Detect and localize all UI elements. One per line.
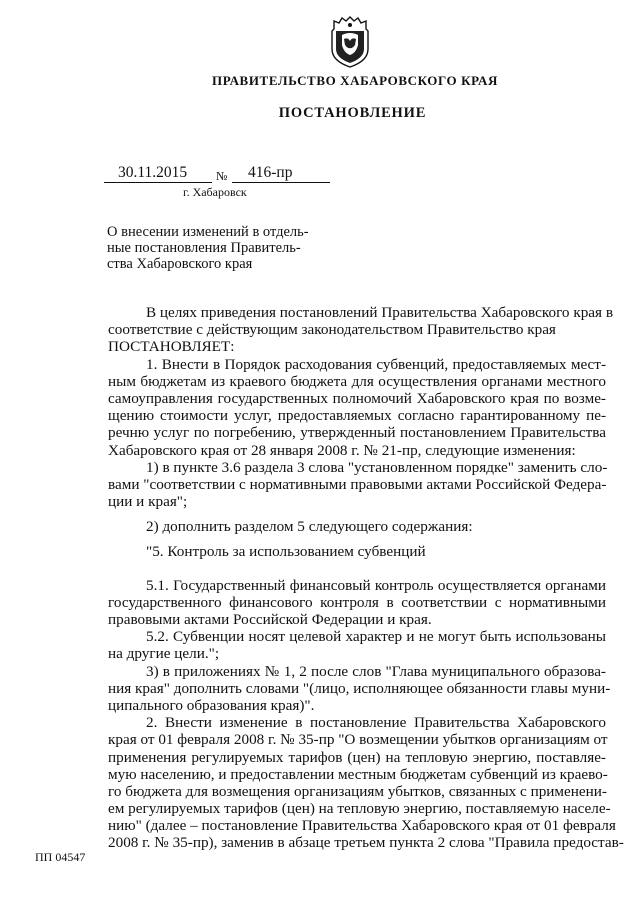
document-body [108, 304, 624, 852]
khabarovsk-coat-of-arms-icon [328, 15, 372, 69]
body-line: Хабаровского края от 28 января 2008 г. № 21-пр, следующие изменения: [108, 441, 576, 459]
body-line: 5.1. Государственный финансовый контроль осуществляется органами [146, 576, 606, 594]
paragraph-gap [108, 510, 606, 518]
body-line: 1) в пункте 3.6 раздела 3 слова "установленном порядке" заменить сло- [146, 458, 608, 476]
document-subject [107, 224, 325, 272]
body-line: "5. Контроль за использованием субвенций [146, 543, 426, 561]
body-line: ным бюджетам из краевого бюджета для осуществления органами местного [108, 372, 606, 390]
body-line: В целях приведения постановлений Правительства Хабаровского края в [146, 304, 613, 321]
number-underline [232, 182, 330, 183]
body-line: мую населению, и предоставлении местным бюджетам субвенций из краево- [108, 765, 608, 783]
body-line: 2008 г. № 35-пр), заменив в абзаце третьем пункта 2 слова "Правила предостав- [108, 834, 624, 852]
body-line: щению стоимости услуг, предоставляемых согласно гарантированному пе- [108, 407, 606, 425]
body-line: края от 01 февраля 2008 г. № 35-пр "О возмещении убытков организациям от [108, 731, 608, 749]
body-line: ем регулируемых тарифов (цен) на тепловую энергию, поставляемую населе- [108, 800, 611, 818]
body-line: соответствие с действующим законодательством Правительство края [108, 321, 556, 339]
body-line: ния края" дополнить словами "(лицо, исполняющее обязанности главы муни- [108, 679, 611, 697]
document-date: 30.11.2015 [118, 164, 188, 181]
document-city: г. Хабаровск [183, 185, 247, 199]
document-number: 416-пр [248, 164, 293, 181]
paragraph-gap [108, 535, 606, 543]
paragraph-gap [108, 561, 606, 569]
body-line: нию" (далее – постановление Правительства Хабаровского края от 01 февраля [108, 817, 616, 835]
body-line: на другие цели."; [108, 645, 220, 663]
body-line: ПОСТАНОВЛЯЕТ: [108, 338, 235, 356]
body-line: речню услуг по погребению, утвержденный постановлением Правительства [108, 424, 606, 442]
body-line: го бюджета для возмещения организациям убытков, связанных с применени- [108, 782, 607, 800]
body-line: государственного финансового контроля в соответствии с нормативными [108, 593, 606, 611]
document-type: ПОСТАНОВЛЕНИЕ [278, 105, 427, 121]
body-line: ципального образования края)". [108, 696, 315, 714]
body-line: ции и края"; [108, 493, 188, 511]
subject-line: О внесении изменений в отдель- [107, 224, 309, 240]
body-line: 1. Внести в Порядок расходования субвенций, предоставляемых мест- [146, 355, 606, 373]
subject-line: ные постановления Правитель- [107, 240, 301, 256]
document-code: ПП 04547 [35, 850, 86, 864]
date-underline [104, 182, 212, 183]
body-line: правовыми актами Российской Федерации и края. [108, 611, 432, 628]
paragraph-gap [108, 569, 606, 577]
body-line: 5.2. Субвенции носят целевой характер и не могут быть использованы [146, 628, 606, 646]
number-sign: № [216, 169, 228, 183]
body-line: 3) в приложениях № 1, 2 после слов "Глава муниципального образова- [146, 662, 606, 680]
body-line: самоуправления государственных полномочий Хабаровского края по возме- [108, 389, 606, 407]
body-line: 2) дополнить разделом 5 следующего содержания: [146, 518, 473, 536]
organization-name: ПРАВИТЕЛЬСТВО ХАБАРОВСКОГО КРАЯ [211, 73, 498, 88]
subject-line: ства Хабаровского края [107, 256, 253, 272]
body-line: вами "соответствии с нормативными правовыми актами Российской Федера- [108, 475, 607, 493]
body-line: применения регулируемых тарифов (цен) на тепловую энергию, поставляе- [108, 748, 606, 766]
body-line: 2. Внести изменение в постановление Правительства Хабаровского [146, 714, 606, 732]
